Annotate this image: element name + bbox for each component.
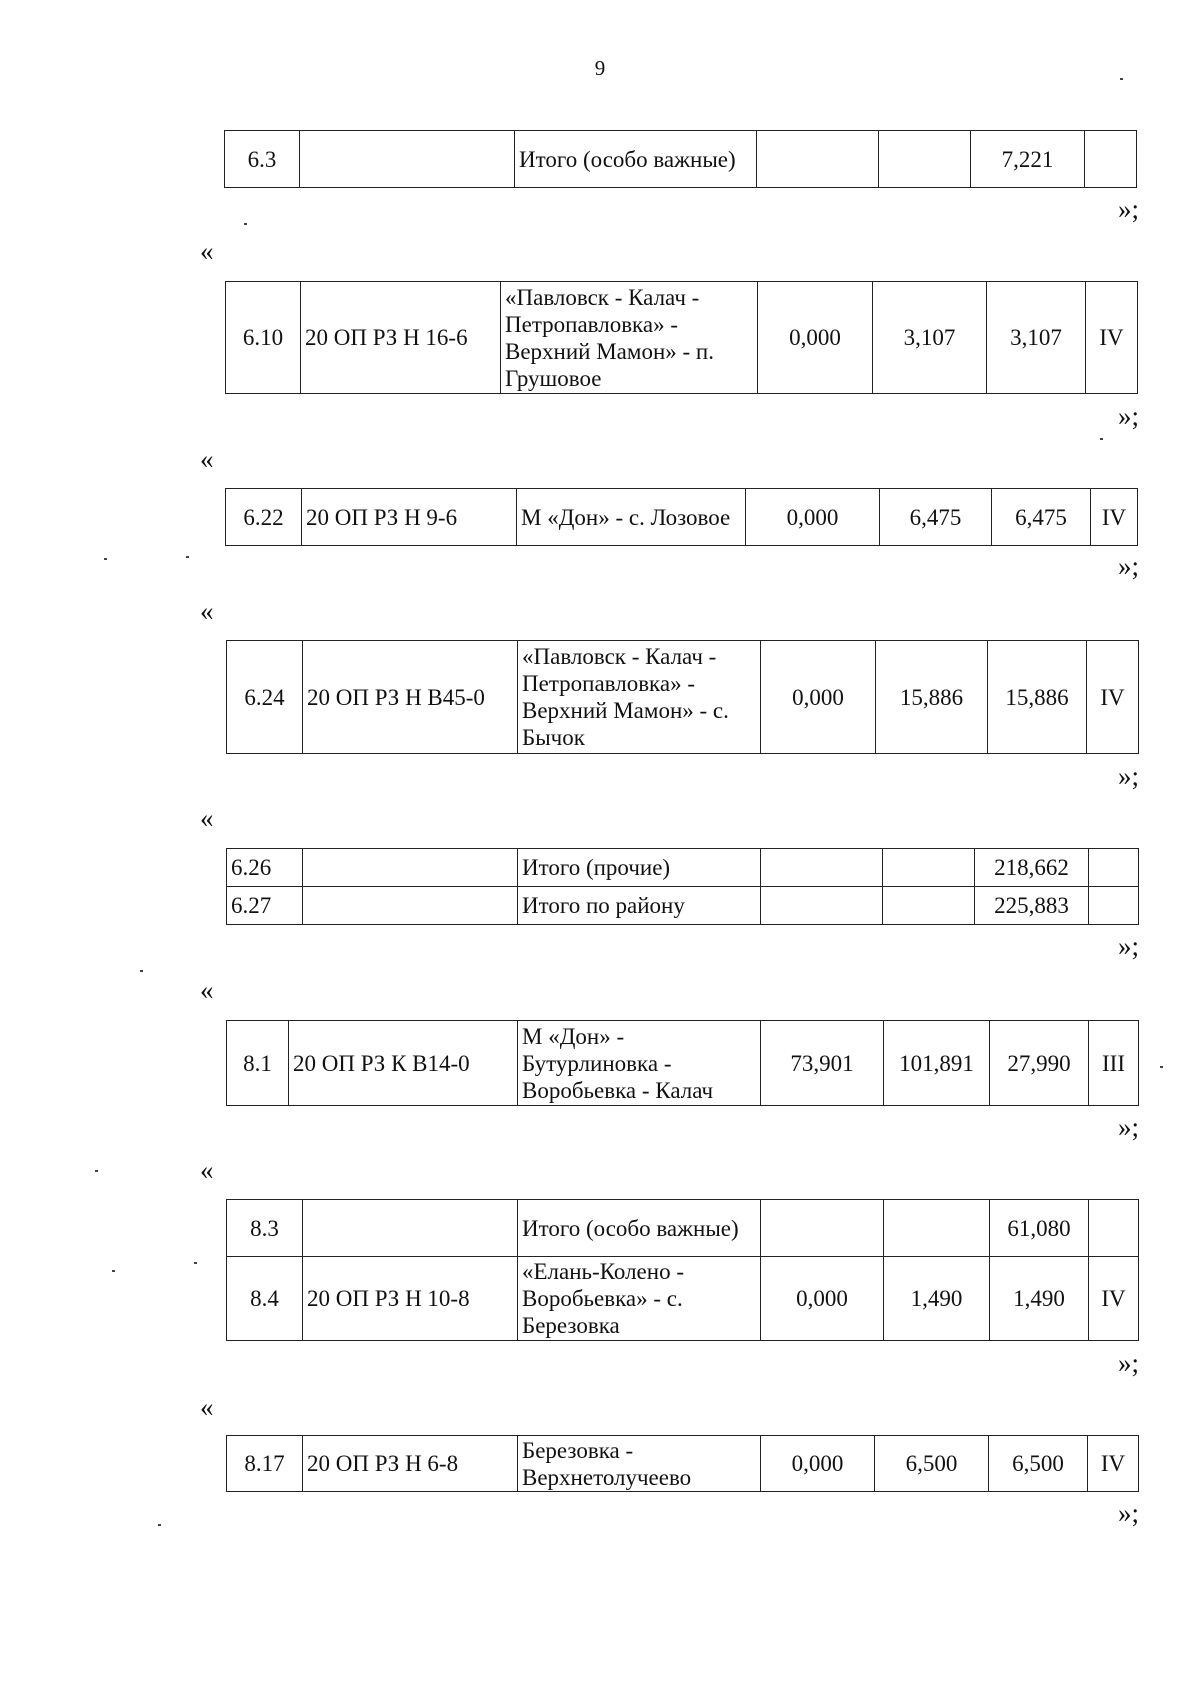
road-name-cell: М «Дон» - Бутурлиновка - Воробьевка - Калач [518,1021,761,1106]
end-km-cell: 15,886 [876,641,988,754]
road-name-cell: Итого (особо важные) [515,131,757,188]
end-km-cell: 6,475 [880,489,992,546]
open-quote: « [200,1155,214,1185]
length-cell: 61,080 [990,1200,1089,1257]
row-number-cell: 8.17 [227,1436,303,1492]
length-cell: 6,475 [992,489,1091,546]
start-km-cell [761,887,883,925]
start-km-cell [761,849,883,887]
end-km-cell: 3,107 [873,282,987,394]
row-number-cell: 8.1 [227,1021,289,1106]
table-row [227,887,1139,925]
road-name-cell: М «Дон» - с. Лозовое [517,489,746,546]
close-quote: »; [1118,194,1140,224]
row-number-cell: 6.10 [226,282,301,394]
category-cell: IV [1086,282,1138,394]
row-number-cell: 6.22 [226,489,302,546]
table-row [226,489,1138,546]
close-quote: »; [1118,931,1140,961]
scan-speck [104,558,107,560]
scan-speck [186,556,189,558]
road-name-cell: Итого (особо важные) [518,1200,761,1257]
category-cell [1089,1200,1139,1257]
close-quote: »; [1118,551,1140,581]
scan-speck [112,1270,115,1272]
road-code-cell [303,887,518,925]
scan-speck [95,1170,98,1172]
category-cell: III [1089,1021,1139,1106]
close-quote: »; [1118,761,1140,791]
scan-speck [158,1524,161,1526]
row-number-cell: 8.4 [227,1257,303,1341]
road-name-cell: «Павловск - Калач - Петропавловка» - Верхний Мамон» - п. Грушовое [501,282,758,394]
start-km-cell: 0,000 [758,282,873,394]
amendment-table [226,848,1139,925]
end-km-cell: 1,490 [884,1257,990,1341]
open-quote: « [200,1392,214,1422]
scan-speck [1100,438,1103,440]
start-km-cell: 0,000 [761,1436,875,1492]
road-code-cell: 20 ОП РЗ К В14-0 [289,1021,518,1106]
category-cell [1089,887,1139,925]
length-cell: 3,107 [987,282,1086,394]
road-code-cell: 20 ОП РЗ Н В45-0 [303,641,518,754]
open-quote: « [200,236,214,266]
length-cell: 6,500 [989,1436,1088,1492]
scan-speck [1160,1066,1163,1068]
table-row [227,641,1139,754]
start-km-cell [757,131,879,188]
start-km-cell: 0,000 [761,1257,884,1341]
row-number-cell: 6.3 [225,131,300,188]
amendment-table [225,281,1138,394]
amendment-table [226,1435,1139,1492]
length-cell: 7,221 [971,131,1085,188]
scan-speck [194,1262,197,1264]
category-cell [1089,849,1139,887]
road-code-cell: 20 ОП РЗ Н 16-6 [301,282,501,394]
road-code-cell [300,131,515,188]
table-row [227,1200,1139,1257]
scan-speck [1120,78,1123,80]
length-cell: 1,490 [990,1257,1089,1341]
road-name-cell: Итого (прочие) [518,849,761,887]
table-row [226,282,1138,394]
category-cell: IV [1089,1257,1139,1341]
amendment-table [226,1020,1139,1106]
table-row [227,1021,1139,1106]
amendment-table [224,130,1137,188]
row-number-cell: 6.26 [227,849,303,887]
road-name-cell: Березовка - Верхнетолучеево [518,1436,761,1492]
row-number-cell: 6.24 [227,641,303,754]
road-name-cell: Итого по району [518,887,761,925]
road-code-cell [303,1200,518,1257]
length-cell: 225,883 [975,887,1089,925]
category-cell: IV [1091,489,1138,546]
open-quote: « [200,803,214,833]
row-number-cell: 8.3 [227,1200,303,1257]
category-cell: IV [1088,1436,1139,1492]
road-name-cell: «Елань-Колено - Воробьевка» - с. Березовка [518,1257,761,1341]
close-quote: »; [1118,1498,1140,1528]
length-cell: 218,662 [975,849,1089,887]
start-km-cell: 0,000 [746,489,880,546]
page-number: 9 [594,56,606,80]
end-km-cell: 6,500 [875,1436,989,1492]
amendment-table [226,640,1139,754]
table-row [225,131,1137,188]
open-quote: « [200,444,214,474]
close-quote: »; [1118,1112,1140,1142]
start-km-cell [761,1200,884,1257]
end-km-cell: 101,891 [884,1021,990,1106]
scan-speck [140,970,143,972]
road-code-cell: 20 ОП РЗ Н 9-6 [302,489,517,546]
road-code-cell [303,849,518,887]
table-row [227,1257,1139,1341]
length-cell: 27,990 [990,1021,1089,1106]
road-code-cell: 20 ОП РЗ Н 6-8 [303,1436,518,1492]
start-km-cell: 73,901 [761,1021,884,1106]
category-cell: IV [1087,641,1139,754]
end-km-cell [883,887,975,925]
amendment-table [225,488,1138,546]
road-name-cell: «Павловск - Калач - Петропавловка» - Верхний Мамон» - с. Бычок [518,641,761,754]
end-km-cell [879,131,971,188]
open-quote: « [200,975,214,1005]
category-cell [1085,131,1137,188]
table-row [227,849,1139,887]
length-cell: 15,886 [988,641,1087,754]
end-km-cell [884,1200,990,1257]
start-km-cell: 0,000 [761,641,876,754]
open-quote: « [200,596,214,626]
close-quote: »; [1118,1348,1140,1378]
close-quote: »; [1118,401,1140,431]
amendment-table [226,1199,1139,1341]
scan-speck [244,223,247,225]
road-code-cell: 20 ОП РЗ Н 10-8 [303,1257,518,1341]
table-row [227,1436,1139,1492]
end-km-cell [883,849,975,887]
row-number-cell: 6.27 [227,887,303,925]
